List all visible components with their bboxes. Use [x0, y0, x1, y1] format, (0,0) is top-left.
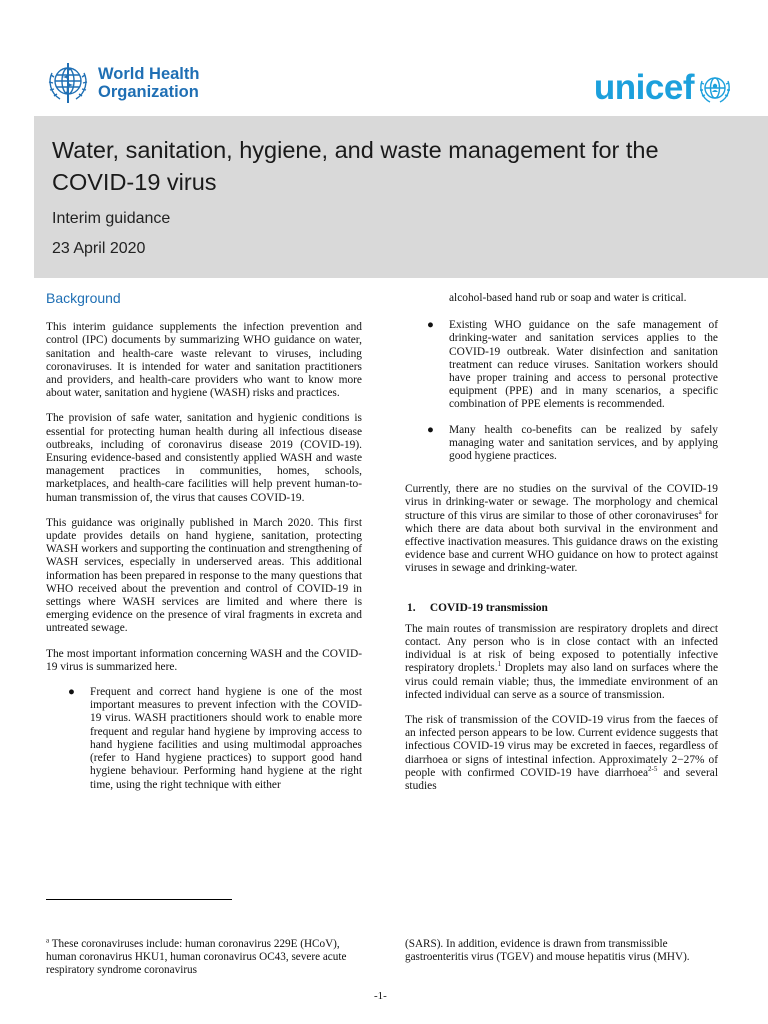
- paragraph: [405, 483, 718, 575]
- bullet-icon: ●: [68, 686, 75, 699]
- bullet-text: Frequent and correct hand hygiene is one of the most important measures to prevent infection with the COVID-19 virus. WASH practitioners should work to enable more frequent and regular hand hygiene by improving access to hand hygiene facilities and using multimodal approaches (refer to Hand hygiene practices) to support good hand hygiene behaviour. Performing hand hygiene at the right time, using the right technique with either: [90, 686, 362, 791]
- who-name-line1: World Health: [98, 65, 200, 83]
- footnote-left: [46, 938, 356, 978]
- paragraph: The provision of safe water, sanitation and hygienic conditions is essential for protecting human health during all infectious disease outbreaks, including of coronavirus disease 2019 (COVID-19). Ensuring evidence-based and consistently applied WASH and waste management practices in communities, homes, schools, marketplaces, and health-care facilities will help prevent human-to-human transmission of, the virus that causes COVID-19.: [46, 412, 362, 504]
- bullet-icon: ●: [427, 319, 434, 332]
- paragraph-text: Droplets may also land on surfaces where the virus could remain viable; thus, the immediate environment of an infected individual can serve as a source of transmission.: [405, 662, 718, 701]
- bullet-item: [46, 686, 362, 792]
- section-title: COVID-19 transmission: [429, 601, 548, 614]
- bullet-icon: ●: [427, 423, 434, 436]
- footnote-marker: a: [46, 936, 50, 945]
- bullet-item: [405, 424, 718, 464]
- footnote-right: (SARS). In addition, evidence is drawn from transmissible gastroenteritis virus (TGEV) and mouse hepatitis virus (MHV).: [405, 938, 690, 964]
- paragraph-text: The main routes of transmission are respiratory droplets and direct contact. Any person who is in close contact with an infected individual is at risk of being exposed to potentially infective respiratory droplets.: [405, 622, 718, 675]
- footnote-text: These coronaviruses include: human coronavirus 229E (HCoV), human coronavirus HKU1, human coronavirus OC43, severe acute respiratory syndrome coronavirus: [46, 938, 347, 977]
- paragraph-text: and several studies: [405, 766, 718, 793]
- reference-ref: 1: [497, 660, 502, 669]
- right-column: [405, 292, 718, 805]
- paragraph: [405, 714, 718, 793]
- who-logo: [44, 58, 199, 108]
- paragraph: The most important information concerning WASH and the COVID-19 virus is summarized here.: [46, 647, 362, 673]
- document-title: Water, sanitation, hygiene, and waste management for the COVID-19 virus: [52, 137, 659, 195]
- unicef-logo: [594, 68, 732, 108]
- section-heading-background: Background: [46, 290, 121, 306]
- unicef-emblem-icon: [698, 71, 732, 105]
- paragraph: This guidance was originally published in March 2020. This first update provides details on hand hygiene, sanitation, protecting WASH workers and supporting the continuation and strengthening of WASH services, especially in underserved areas. This additional information has been prepared in response to the many questions that WHO received about the prevention and control of COVID-19 in settings where WASH services are limited and where there is emerging evidence on the presence of viral fragments in excreta and untreated sewage.: [46, 516, 362, 635]
- section-heading-transmission: [405, 602, 718, 615]
- document-date: 23 April 2020: [52, 240, 146, 257]
- document-subtitle: Interim guidance: [52, 210, 171, 227]
- bullet-item: [405, 319, 718, 411]
- page-number: -1-: [374, 990, 387, 1002]
- who-emblem-icon: [44, 59, 92, 107]
- who-name-line2: Organization: [98, 83, 199, 101]
- paragraph-text: Currently, there are no studies on the survival of the COVID-19 virus in drinking-water or sewage. The morphology and chemical structure of this virus are similar to those of other coronaviruses: [405, 483, 718, 522]
- paragraph: This interim guidance supplements the infection prevention and control (IPC) documents by summarizing WHO guidance on water, sanitation and health-care waste relevant to viruses, including coronaviruses. It is intended for water and sanitation practitioners and providers, and health-care providers who want to know more about water, sanitation and hygiene (WASH) risks and practices.: [46, 321, 362, 400]
- footnote-divider: [46, 899, 232, 900]
- reference-ref: 2-5: [648, 765, 658, 774]
- bullet-text: Many health co-benefits can be realized by safely managing water and sanitation services, and by applying good hygiene practices.: [449, 423, 718, 463]
- left-column: [46, 292, 362, 804]
- paragraph-text: The risk of transmission of the COVID-19 virus from the faeces of an infected person appears to be low. Current evidence suggests that infectious COVID-19 virus may be excreted in faeces, regardless of diarrhoea or signs of intestinal infection. Approximately 2−27% of people with confirmed COVID-19 have diarrhoea: [405, 714, 718, 779]
- paragraph-text: for which there are data about both survival in the environment and effective inactivation measures. This guidance draws on the existing evidence base and current WHO guidance on how to protect against viruses in sewage and drinking-water.: [405, 509, 718, 575]
- footnote-ref: a: [698, 507, 702, 516]
- section-number: 1.: [407, 601, 416, 614]
- paragraph: [405, 623, 718, 702]
- unicef-wordmark: unicef: [593, 68, 694, 107]
- bullet-text: Existing WHO guidance on the safe management of drinking-water and sanitation services applies to the COVID-19 outbreak. Water disinfection and sanitation treatment can reduce viruses. Sanitation workers should have proper training and access to personal protective equipment (PPE) and in many scenarios, a specific combination of PPE elements is recommended.: [449, 319, 718, 411]
- bullet-continuation: alcohol-based hand rub or soap and water is critical.: [449, 292, 687, 304]
